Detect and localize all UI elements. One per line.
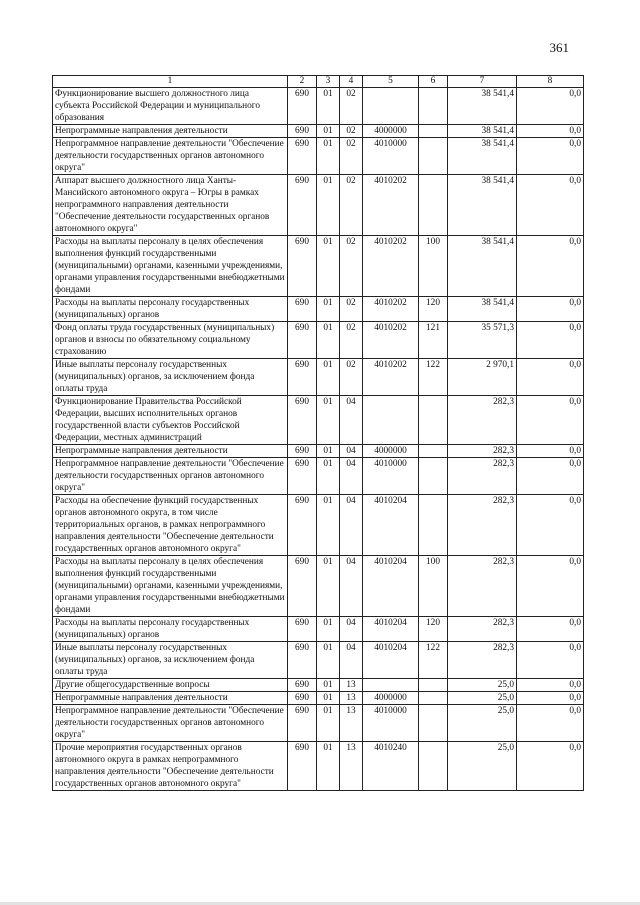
table-row xyxy=(53,138,584,175)
table-row xyxy=(53,458,584,495)
page-number: 361 xyxy=(549,40,569,55)
row-amount-cell: 35 571,3 xyxy=(448,322,517,359)
row-name-cell: Фонд оплаты труда государственных (муниципальных) органов и взносы по обязательному социальному страхованию xyxy=(53,322,288,359)
row-expense-type-cell xyxy=(419,742,448,791)
row-amount-cell: 25,0 xyxy=(448,679,517,692)
row-section-cell: 01 xyxy=(317,322,340,359)
column-header: 4 xyxy=(340,76,363,88)
table-row xyxy=(53,322,584,359)
row-name-cell: Непрограммное направление деятельности "Обеспечение деятельности государственных органов автономного округа" xyxy=(53,458,288,495)
row-name-cell: Иные выплаты персоналу государственных (муниципальных) органов, за исключением фонда оплаты труда xyxy=(53,359,288,396)
row-name-cell: Иные выплаты персоналу государственных (муниципальных) органов, за исключением фонда оплаты труда xyxy=(53,642,288,679)
row-code-cell: 690 xyxy=(288,297,317,322)
row-amount-cell: 282,3 xyxy=(448,445,517,458)
row-subsection-cell: 13 xyxy=(340,679,363,692)
table-row xyxy=(53,359,584,396)
table-row xyxy=(53,445,584,458)
row-name-cell: Непрограммные направления деятельности xyxy=(53,125,288,138)
row-name-cell: Расходы на выплаты персоналу в целях обеспечения выполнения функций государственными (муниципальными) органами, казенными учреждениями, органами управления государственными внебюджетными фондами xyxy=(53,556,288,617)
row-amount-extra-cell: 0,0 xyxy=(517,175,584,236)
row-subsection-cell: 04 xyxy=(340,556,363,617)
row-expense-type-cell xyxy=(419,396,448,445)
row-target-article-cell: 4010202 xyxy=(363,236,419,297)
row-section-cell: 01 xyxy=(317,742,340,791)
row-name-cell: Расходы на обеспечение функций государственных органов автономного округа, в том числе территориальных органов, в рамках непрограммного направления деятельности "Обеспечение деятельности государственных органов автономного округа" xyxy=(53,495,288,556)
row-code-cell: 690 xyxy=(288,359,317,396)
row-expense-type-cell xyxy=(419,495,448,556)
row-amount-cell: 25,0 xyxy=(448,692,517,705)
row-amount-extra-cell: 0,0 xyxy=(517,495,584,556)
row-section-cell: 01 xyxy=(317,556,340,617)
row-subsection-cell: 04 xyxy=(340,495,363,556)
column-header: 7 xyxy=(448,76,517,88)
row-code-cell: 690 xyxy=(288,236,317,297)
table-row xyxy=(53,692,584,705)
row-amount-extra-cell: 0,0 xyxy=(517,322,584,359)
table-body xyxy=(53,88,584,791)
row-section-cell: 01 xyxy=(317,138,340,175)
row-code-cell: 690 xyxy=(288,125,317,138)
row-subsection-cell: 02 xyxy=(340,297,363,322)
row-section-cell: 01 xyxy=(317,297,340,322)
row-name-cell: Непрограммное направление деятельности "Обеспечение деятельности государственных органов автономного округа" xyxy=(53,705,288,742)
table-row xyxy=(53,495,584,556)
row-expense-type-cell xyxy=(419,138,448,175)
row-amount-cell: 38 541,4 xyxy=(448,125,517,138)
row-amount-extra-cell: 0,0 xyxy=(517,705,584,742)
row-name-cell: Аппарат высшего должностного лица Ханты-Мансийского автономного округа – Югры в рамках непрограммного направления деятельности "Обеспечение деятельности государственных органов автономного округа" xyxy=(53,175,288,236)
row-section-cell: 01 xyxy=(317,175,340,236)
row-expense-type-cell xyxy=(419,125,448,138)
row-target-article-cell xyxy=(363,396,419,445)
table-row xyxy=(53,617,584,642)
row-section-cell: 01 xyxy=(317,617,340,642)
row-amount-cell: 38 541,4 xyxy=(448,88,517,125)
table-row xyxy=(53,175,584,236)
row-expense-type-cell: 120 xyxy=(419,297,448,322)
table-header-row xyxy=(53,76,584,88)
row-section-cell: 01 xyxy=(317,458,340,495)
row-expense-type-cell: 122 xyxy=(419,642,448,679)
row-subsection-cell: 02 xyxy=(340,125,363,138)
table-row xyxy=(53,88,584,125)
budget-table-container xyxy=(52,75,584,791)
row-expense-type-cell: 121 xyxy=(419,322,448,359)
row-amount-cell: 38 541,4 xyxy=(448,236,517,297)
table-row xyxy=(53,742,584,791)
column-header: 3 xyxy=(317,76,340,88)
row-expense-type-cell xyxy=(419,175,448,236)
row-amount-extra-cell: 0,0 xyxy=(517,445,584,458)
row-code-cell: 690 xyxy=(288,556,317,617)
row-subsection-cell: 13 xyxy=(340,705,363,742)
row-target-article-cell: 4000000 xyxy=(363,445,419,458)
row-expense-type-cell: 100 xyxy=(419,236,448,297)
row-target-article-cell: 4000000 xyxy=(363,125,419,138)
table-row xyxy=(53,125,584,138)
row-amount-extra-cell: 0,0 xyxy=(517,458,584,495)
row-amount-cell: 2 970,1 xyxy=(448,359,517,396)
row-section-cell: 01 xyxy=(317,359,340,396)
row-target-article-cell: 4010202 xyxy=(363,175,419,236)
row-amount-extra-cell: 0,0 xyxy=(517,88,584,125)
row-section-cell: 01 xyxy=(317,642,340,679)
row-target-article-cell: 4010204 xyxy=(363,617,419,642)
row-amount-cell: 282,3 xyxy=(448,495,517,556)
row-name-cell: Другие общегосударственные вопросы xyxy=(53,679,288,692)
row-amount-extra-cell: 0,0 xyxy=(517,556,584,617)
row-name-cell: Непрограммное направление деятельности "Обеспечение деятельности государственных органов автономного округа" xyxy=(53,138,288,175)
row-code-cell: 690 xyxy=(288,642,317,679)
row-code-cell: 690 xyxy=(288,445,317,458)
row-target-article-cell xyxy=(363,88,419,125)
row-code-cell: 690 xyxy=(288,396,317,445)
row-amount-extra-cell: 0,0 xyxy=(517,236,584,297)
row-amount-extra-cell: 0,0 xyxy=(517,359,584,396)
budget-table xyxy=(52,75,584,791)
row-amount-cell: 282,3 xyxy=(448,556,517,617)
row-amount-cell: 282,3 xyxy=(448,642,517,679)
row-code-cell: 690 xyxy=(288,692,317,705)
row-amount-extra-cell: 0,0 xyxy=(517,679,584,692)
column-header: 5 xyxy=(363,76,419,88)
row-section-cell: 01 xyxy=(317,88,340,125)
column-header: 8 xyxy=(517,76,584,88)
row-code-cell: 690 xyxy=(288,88,317,125)
row-code-cell: 690 xyxy=(288,617,317,642)
row-code-cell: 690 xyxy=(288,458,317,495)
row-subsection-cell: 02 xyxy=(340,175,363,236)
row-target-article-cell: 4010000 xyxy=(363,705,419,742)
row-name-cell: Расходы на выплаты персоналу в целях обеспечения выполнения функций государственными (муниципальными) органами, казенными учреждениями, органами управления государственными внебюджетными фондами xyxy=(53,236,288,297)
row-section-cell: 01 xyxy=(317,705,340,742)
column-header: 6 xyxy=(419,76,448,88)
table-row xyxy=(53,705,584,742)
row-target-article-cell: 4010204 xyxy=(363,556,419,617)
row-amount-cell: 38 541,4 xyxy=(448,175,517,236)
table-row xyxy=(53,297,584,322)
column-header: 2 xyxy=(288,76,317,88)
row-target-article-cell: 4010000 xyxy=(363,458,419,495)
row-target-article-cell: 4010202 xyxy=(363,322,419,359)
row-subsection-cell: 04 xyxy=(340,642,363,679)
row-subsection-cell: 13 xyxy=(340,742,363,791)
row-subsection-cell: 04 xyxy=(340,458,363,495)
row-expense-type-cell: 120 xyxy=(419,617,448,642)
row-name-cell: Расходы на выплаты персоналу государственных (муниципальных) органов xyxy=(53,297,288,322)
row-section-cell: 01 xyxy=(317,692,340,705)
row-section-cell: 01 xyxy=(317,445,340,458)
row-amount-cell: 25,0 xyxy=(448,705,517,742)
row-target-article-cell: 4010204 xyxy=(363,495,419,556)
row-amount-extra-cell: 0,0 xyxy=(517,125,584,138)
row-amount-extra-cell: 0,0 xyxy=(517,642,584,679)
row-amount-extra-cell: 0,0 xyxy=(517,396,584,445)
row-expense-type-cell: 100 xyxy=(419,556,448,617)
row-amount-cell: 38 541,4 xyxy=(448,297,517,322)
row-amount-extra-cell: 0,0 xyxy=(517,742,584,791)
row-section-cell: 01 xyxy=(317,396,340,445)
row-amount-cell: 282,3 xyxy=(448,396,517,445)
row-code-cell: 690 xyxy=(288,679,317,692)
row-subsection-cell: 04 xyxy=(340,445,363,458)
row-target-article-cell: 4010202 xyxy=(363,359,419,396)
row-code-cell: 690 xyxy=(288,322,317,359)
row-code-cell: 690 xyxy=(288,495,317,556)
column-header: 1 xyxy=(53,76,288,88)
table-row xyxy=(53,679,584,692)
row-subsection-cell: 02 xyxy=(340,138,363,175)
row-name-cell: Функционирование высшего должностного лица субъекта Российской Федерации и муниципального образования xyxy=(53,88,288,125)
row-target-article-cell xyxy=(363,679,419,692)
row-code-cell: 690 xyxy=(288,175,317,236)
row-name-cell: Функционирование Правительства Российской Федерации, высших исполнительных органов государственной власти субъектов Российской Федерации, местных администраций xyxy=(53,396,288,445)
table-row xyxy=(53,642,584,679)
row-name-cell: Расходы на выплаты персоналу государственных (муниципальных) органов xyxy=(53,617,288,642)
row-code-cell: 690 xyxy=(288,742,317,791)
row-subsection-cell: 04 xyxy=(340,617,363,642)
row-code-cell: 690 xyxy=(288,138,317,175)
row-amount-cell: 25,0 xyxy=(448,742,517,791)
row-expense-type-cell xyxy=(419,88,448,125)
row-amount-cell: 282,3 xyxy=(448,458,517,495)
row-amount-extra-cell: 0,0 xyxy=(517,617,584,642)
row-target-article-cell: 4010000 xyxy=(363,138,419,175)
row-target-article-cell: 4010204 xyxy=(363,642,419,679)
row-name-cell: Непрограммные направления деятельности xyxy=(53,692,288,705)
row-name-cell: Прочие мероприятия государственных органов автономного округа в рамках непрограммного направления деятельности "Обеспечение деятельности государственных органов автономного округа" xyxy=(53,742,288,791)
row-subsection-cell: 02 xyxy=(340,322,363,359)
table-row xyxy=(53,396,584,445)
row-subsection-cell: 04 xyxy=(340,396,363,445)
row-expense-type-cell xyxy=(419,445,448,458)
row-target-article-cell: 4010240 xyxy=(363,742,419,791)
row-amount-cell: 38 541,4 xyxy=(448,138,517,175)
row-amount-cell: 282,3 xyxy=(448,617,517,642)
row-code-cell: 690 xyxy=(288,705,317,742)
row-expense-type-cell xyxy=(419,705,448,742)
row-name-cell: Непрограммные направления деятельности xyxy=(53,445,288,458)
row-amount-extra-cell: 0,0 xyxy=(517,138,584,175)
row-expense-type-cell xyxy=(419,692,448,705)
row-section-cell: 01 xyxy=(317,495,340,556)
row-expense-type-cell xyxy=(419,679,448,692)
row-section-cell: 01 xyxy=(317,125,340,138)
row-subsection-cell: 02 xyxy=(340,236,363,297)
row-section-cell: 01 xyxy=(317,236,340,297)
row-subsection-cell: 02 xyxy=(340,359,363,396)
row-target-article-cell: 4000000 xyxy=(363,692,419,705)
row-subsection-cell: 02 xyxy=(340,88,363,125)
row-subsection-cell: 13 xyxy=(340,692,363,705)
table-row xyxy=(53,236,584,297)
row-section-cell: 01 xyxy=(317,679,340,692)
table-row xyxy=(53,556,584,617)
row-target-article-cell: 4010202 xyxy=(363,297,419,322)
row-amount-extra-cell: 0,0 xyxy=(517,692,584,705)
row-amount-extra-cell: 0,0 xyxy=(517,297,584,322)
row-expense-type-cell xyxy=(419,458,448,495)
row-expense-type-cell: 122 xyxy=(419,359,448,396)
